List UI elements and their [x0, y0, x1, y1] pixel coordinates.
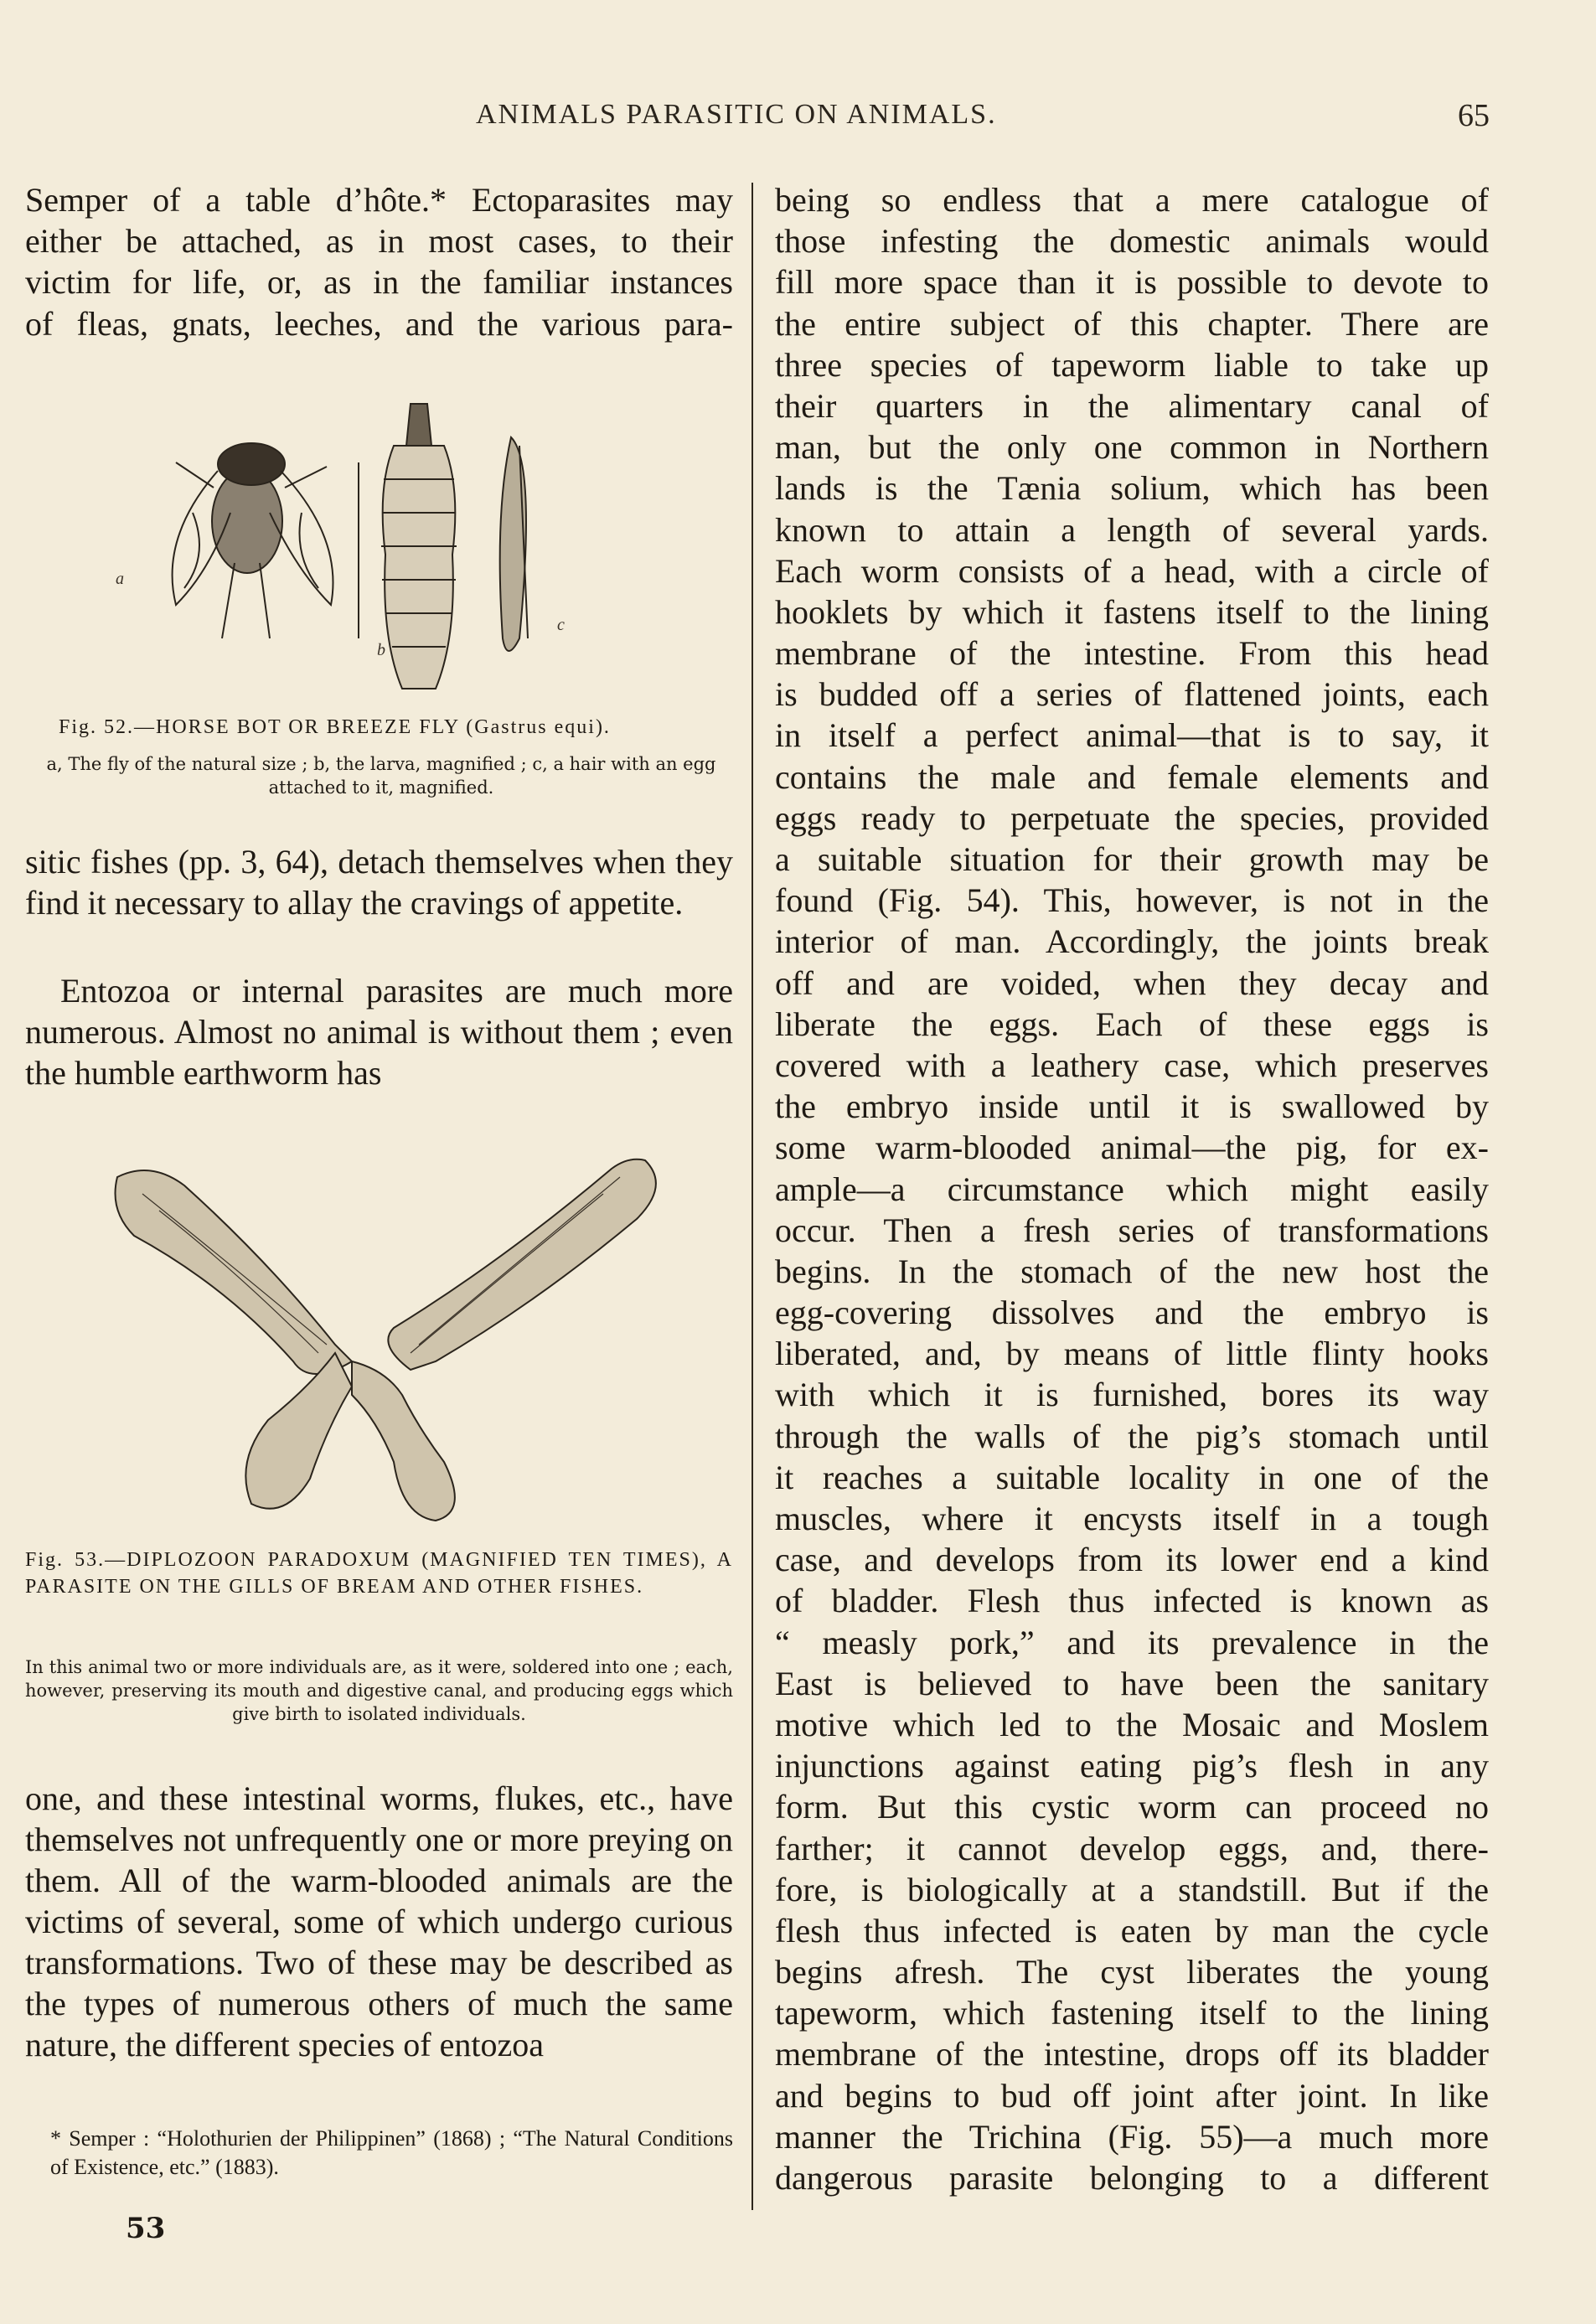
text-line: hooklets by which it fastens itself to the lining	[775, 592, 1489, 631]
text-line: membrane of the intestine. From this head	[775, 634, 1489, 673]
text-line: eggs ready to perpetuate the species, provided	[775, 798, 1489, 837]
text-line: of bladder. Flesh thus infected is known as	[775, 1582, 1489, 1620]
text-line: “ measly pork,” and its prevalence in the	[775, 1623, 1489, 1661]
text-line: victim for life, or, as in the familiar instances	[25, 263, 733, 302]
text-line: begins. In the stomach of the new host the	[775, 1252, 1489, 1290]
text-line: interior of man. Accordingly, the joints break	[775, 922, 1489, 961]
text-line: liberate the eggs. Each of these eggs is	[775, 1004, 1489, 1043]
text-line: tapeworm, which fastening itself to the lining	[775, 1994, 1489, 2032]
fly-drawing	[173, 443, 333, 638]
column-rule	[752, 183, 753, 2210]
text-line: being so endless that a mere catalogue of	[775, 181, 1489, 219]
signature-mark: 53	[126, 2212, 166, 2245]
text-line: with which it is furnished, bores its way	[775, 1376, 1489, 1414]
text-line: known to attain a length of several yards.	[775, 510, 1489, 549]
left-para-3	[25, 970, 733, 1093]
fig52-caption-sub: a, The fly of the natural size ; b, the larva, magnified ; c, a hair with an egg attached to it, magnified.	[46, 754, 716, 798]
paragraph: Entozoa or internal parasites are much more numerous. Almost no animal is without them ; even the humble earthworm has	[25, 972, 733, 1092]
footnote: * Semper : “Holothurien der Philippinen” (1868) ; “The Natural Conditions of Existence, etc.” (1883).	[50, 2126, 733, 2179]
text-line: Each worm consists of a head, with a circle of	[775, 551, 1489, 590]
fig53-caption-sub: In this animal two or more individuals are, as it were, soldered into one ; each, however, preserving its mouth and digestive canal, and producing eggs which give birth to isolated individuals.	[25, 1657, 733, 1724]
text-line: their quarters in the alimentary canal of	[775, 386, 1489, 425]
text-line: the entire subject of this chapter. There are	[775, 304, 1489, 343]
left-para-1	[25, 179, 733, 344]
text-line: and begins to bud off joint after joint. In like	[775, 2076, 1489, 2115]
text-line: of fleas, gnats, leeches, and the various para-	[25, 304, 733, 343]
text-line: Semper of a table d’hôte.* Ectoparasites may	[25, 181, 733, 219]
text-line: begins afresh. The cyst liberates the young	[775, 1953, 1489, 1991]
text-line: found (Fig. 54). This, however, is not in the	[775, 881, 1489, 920]
text-line: egg-covering dissolves and the embryo is	[775, 1294, 1489, 1332]
fig52-label-c: c	[557, 616, 565, 634]
text-line: either be attached, as in most cases, to their	[25, 222, 733, 261]
paragraph: sitic fishes (pp. 3, 64), detach themselves when they find it necessary to allay the cravings of appetite.	[25, 843, 733, 922]
text-line: occur. Then a fresh series of transformations	[775, 1211, 1489, 1249]
diplozoon-drawing	[116, 1159, 656, 1521]
fig52-label-a: a	[116, 570, 124, 588]
larva-drawing	[381, 404, 457, 689]
text-line: motive which led to the Mosaic and Moslem	[775, 1705, 1489, 1743]
fig53-caption-title: Fig. 53.—DIPLOZOON PARADOXUM (MAGNIFIED TEN TIMES), A PARASITE ON THE GILLS OF BREAM AND OTHER FISHES.	[25, 1549, 733, 1598]
text-line: membrane of the intestine, drops off its bladder	[775, 2035, 1489, 2074]
text-line: muscles, where it encysts itself in a tough	[775, 1500, 1489, 1537]
text-line: lands is the Tænia solium, which has been	[775, 469, 1489, 508]
left-para-4	[25, 1778, 733, 2065]
text-line: some warm-blooded animal—the pig, for ex-	[775, 1128, 1489, 1167]
text-line: manner the Trichina (Fig. 55)—a much more	[775, 2117, 1489, 2156]
figure-52-illustration	[116, 387, 645, 697]
text-line: injunctions against eating pig’s flesh in any	[775, 1747, 1489, 1785]
text-line: man, but the only one common in Northern	[775, 428, 1489, 467]
text-line: the embryo inside until it is swallowed by	[775, 1087, 1489, 1126]
running-head: ANIMALS PARASITIC ON ANIMALS.	[476, 99, 997, 130]
text-line: liberated, and, by means of little flinty hooks	[775, 1335, 1489, 1373]
text-line: farther; it cannot develop eggs, and, there-	[775, 1829, 1489, 1867]
text-line: ample—a circumstance which might easily	[775, 1170, 1489, 1208]
fig52-caption-title: Fig. 52.—HORSE BOT OR BREEZE FLY (Gastrus equi).	[59, 716, 611, 738]
text-line: three species of tapeworm liable to take up	[775, 345, 1489, 384]
text-line: East is believed to have been the sanitary	[775, 1664, 1489, 1702]
text-line: off and are voided, when they decay and	[775, 963, 1489, 1002]
paragraph: one, and these intestinal worms, flukes, etc., have themselves not unfrequently one or more preying on them. All of the warm-blooded animals are the victims of several, some of which undergo curious transformations. Two of these may be described as the types of numerous others of much the same nature, the different species of entozoa	[25, 1779, 733, 2063]
text-line: flesh thus infected is eaten by man the cycle	[775, 1911, 1489, 1950]
right-column-text	[775, 179, 1489, 2198]
text-line: it reaches a suitable locality in one of the	[775, 1458, 1489, 1496]
text-line: in itself a perfect animal—that is to say, it	[775, 716, 1489, 755]
fig52-label-b: b	[377, 641, 385, 659]
text-line: fill more space than it is possible to devote to	[775, 263, 1489, 302]
text-line: contains the male and female elements and	[775, 757, 1489, 796]
text-line: form. But this cystic worm can proceed no	[775, 1788, 1489, 1826]
text-line: through the walls of the pig’s stomach until	[775, 1417, 1489, 1455]
text-line: a suitable situation for their growth may be	[775, 840, 1489, 878]
text-line: those infesting the domestic animals would	[775, 222, 1489, 261]
hair-egg-drawing	[500, 437, 528, 651]
text-line: fore, is biologically at a standstill. But if the	[775, 1870, 1489, 1908]
text-line: covered with a leathery case, which preserves	[775, 1046, 1489, 1084]
page-number: 65	[1458, 98, 1490, 133]
figure-53-illustration	[101, 1144, 670, 1529]
text-line: dangerous parasite belonging to a different	[775, 2159, 1489, 2197]
left-para-2	[25, 841, 733, 923]
text-line: is budded off a series of flattened joints, each	[775, 675, 1489, 714]
text-line: case, and develops from its lower end a kind	[775, 1541, 1489, 1579]
